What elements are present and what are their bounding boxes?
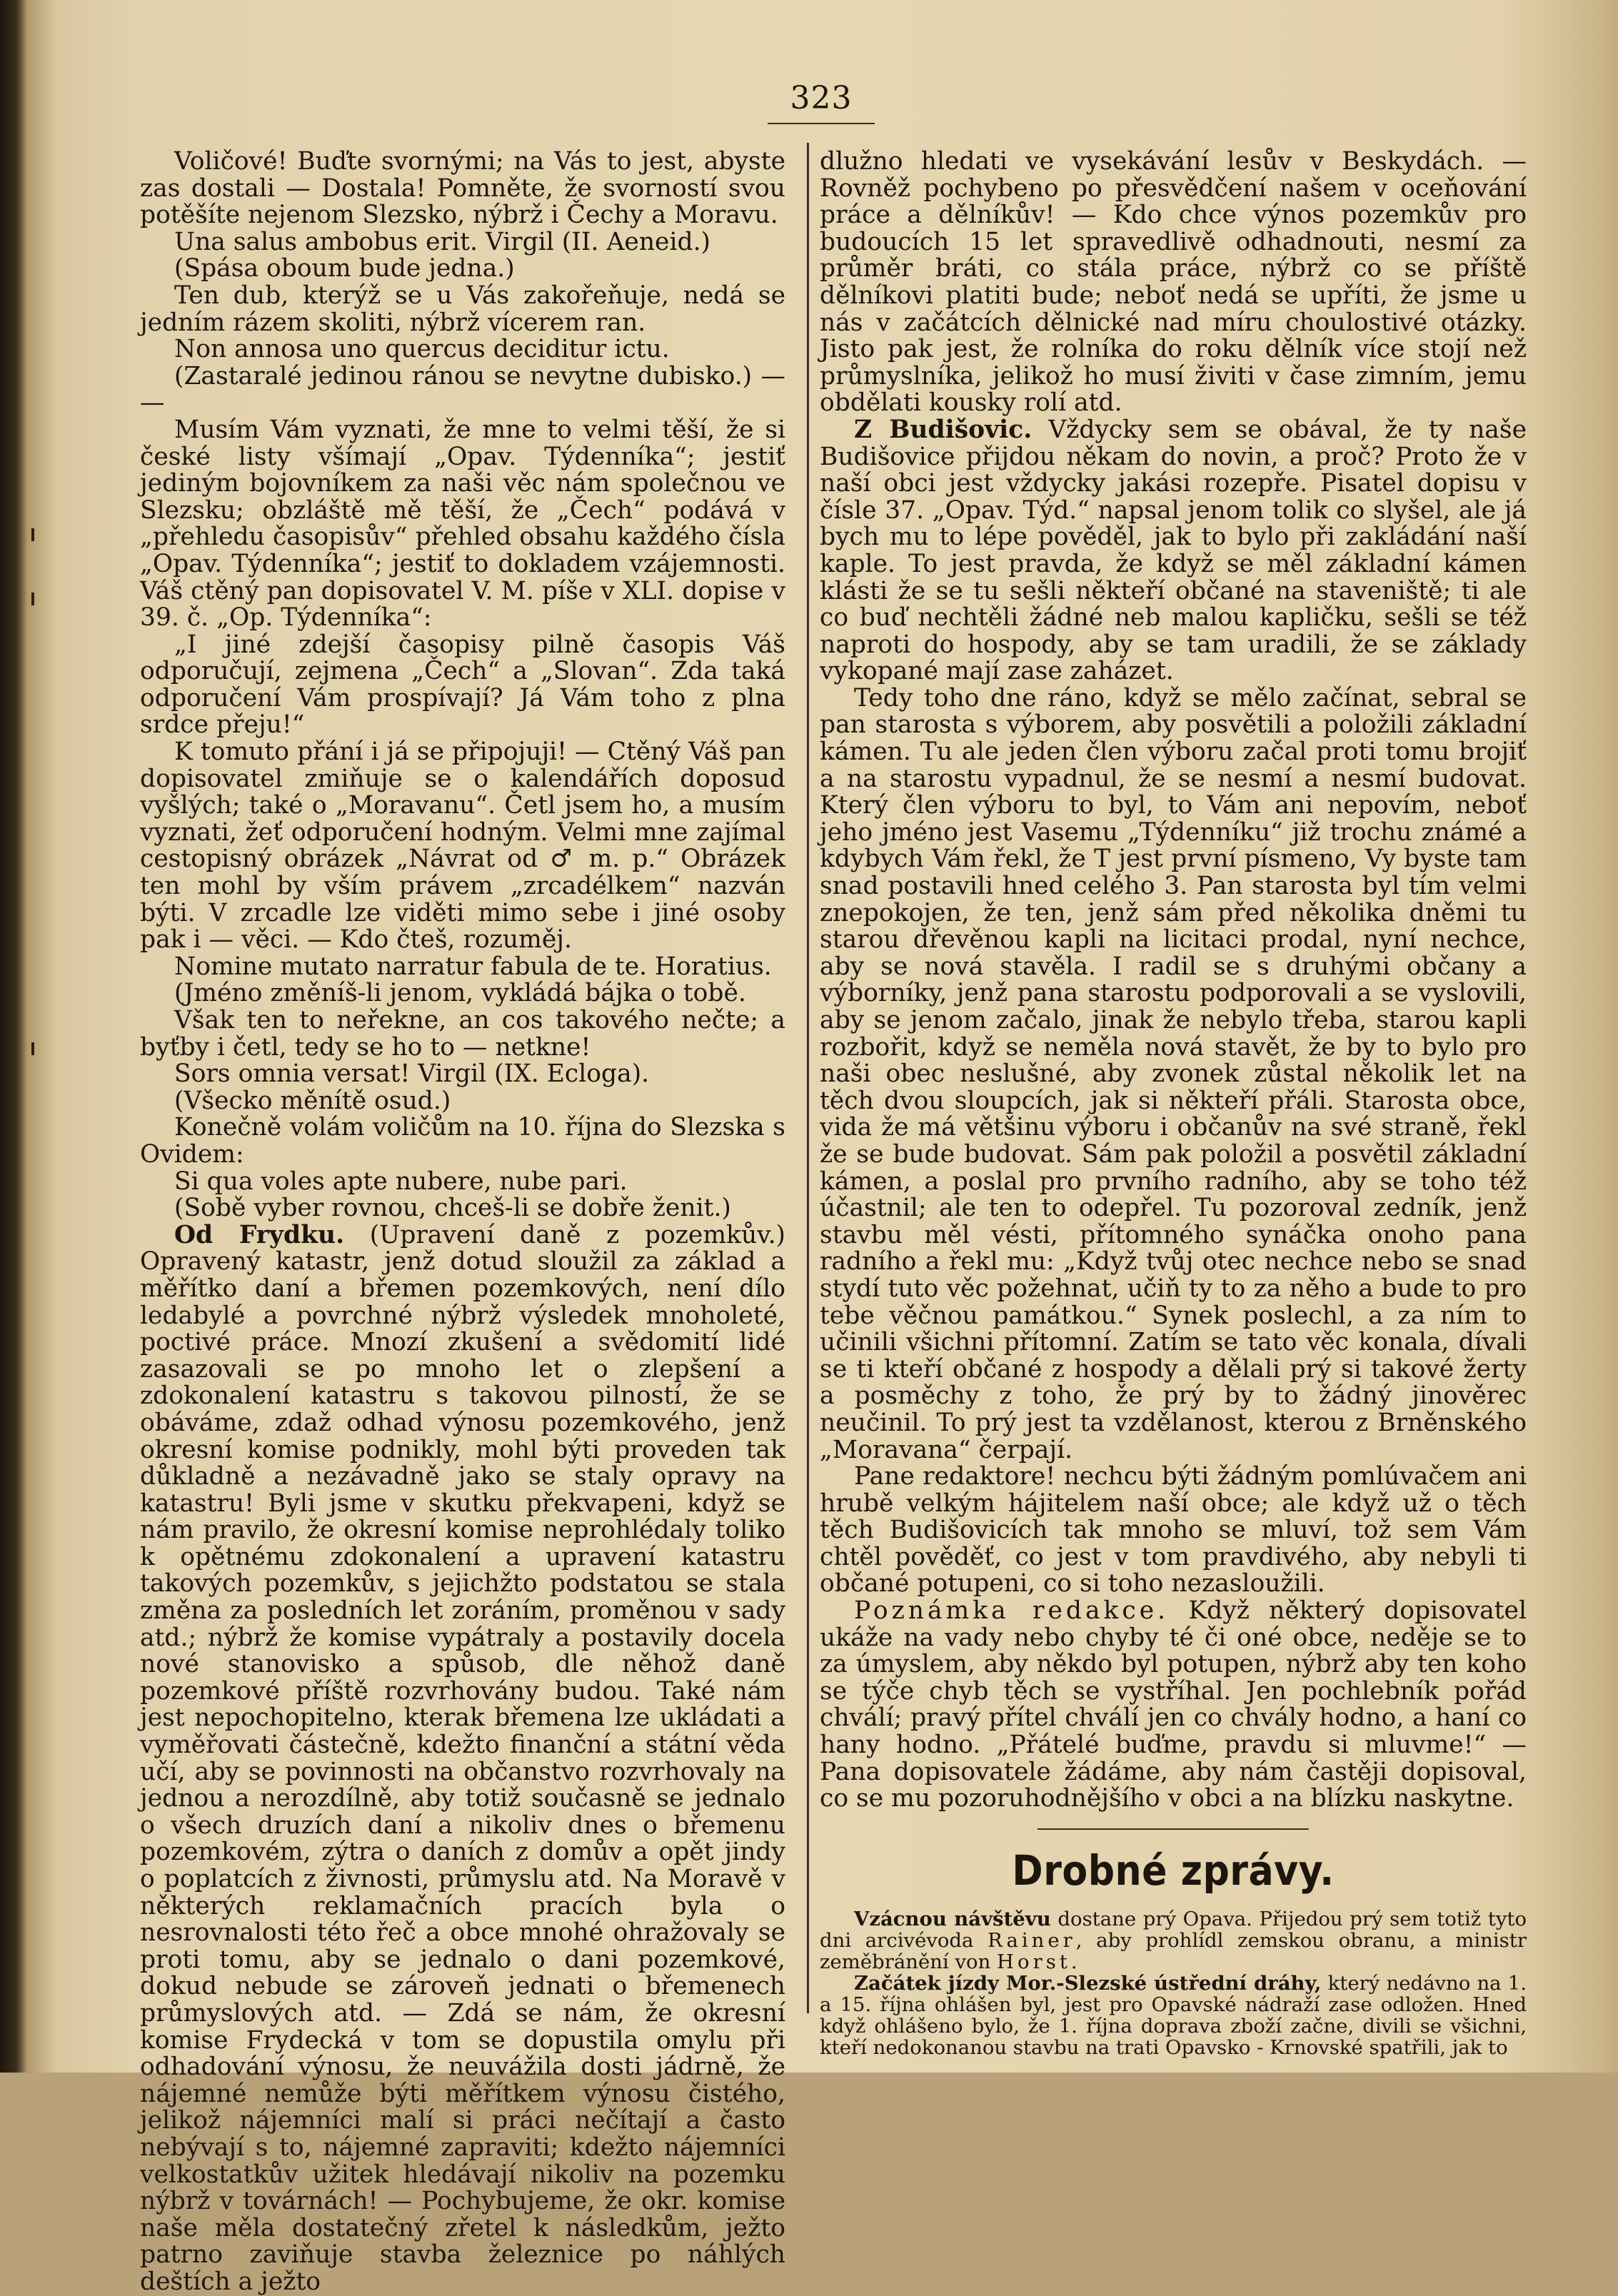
paragraph: Však ten to neřekne, an cos takového nečte; a byťby i četl, tedy se ho to — netkne!: [140, 1006, 785, 1062]
note-label: Poznámka redakce.: [854, 1596, 1170, 1626]
quote: „I jiné zdejší časopisy pilně časopis Váš odporučují, zejmena „Čech“ a „Slovan“. Zda taká odporučení Vám prospívají? Já Vám toho z plna srdce přeju!“: [140, 630, 785, 740]
article-heading: Od Frydku.: [174, 1220, 345, 1249]
latin-quote: Nomine mutato narratur fabula de te. Horatius.: [174, 952, 772, 981]
paragraph: Ten dub, kterýž se u Vás zakořeňuje, nedá se jedním rázem skoliti, nýbrž vícerem ran.: [140, 281, 785, 337]
news-heading: Vzácnou návštěvu: [854, 1907, 1051, 1930]
editor-note: [820, 1598, 1527, 1813]
page-number: 323: [790, 80, 853, 116]
news-text: .: [1070, 1950, 1077, 1973]
column-divider: [807, 143, 809, 2013]
book-binding: [0, 0, 27, 2073]
article-continuation: dlužno hledati ve vysekávání lesův v Beskydách. — Rovněž pochybeno po přesvědčení našem v oceňování práce a dělníkův! — Kdo chce výnos pozemkův pro budoucích 15 let spravedlivě odhadnouti, nesmí za průměr bráti, co stála práce, nýbrž co se příště dělníkovi platiti bude; neboť nedá se upříti, že jsme u nás v začátcích dělnické nad míru choulostivé otázky. Jisto pak jest, že rolníka do roku dělník více stojí než průmyslníka, jelikož ho musí živiti v čase zimním, jemu obdělati kousky rolí atd.: [820, 147, 1527, 418]
news-text: dostane prý Opava. Přijedou prý sem totiž tyto dni arcivévoda: [820, 1907, 1527, 1952]
person-name: Rainer: [988, 1928, 1076, 1952]
news-text: který nedávno na 1. a 15. října ohlášen byl, jest pro Opavské nádraží zase odložen. Hned když ohlášeno bylo, že 1. října doprava zboží začne, divili se všichni, kteří nedokonanou stavbu na trati Opavsko - Krnovské spatřili, jak to: [820, 1971, 1527, 2059]
paragraph: K tomuto přání i já se připojuji! — Ctěný Váš pan dopisovatel zmiňuje se o kalendářích doposud vyšlých; také o „Moravanu“. Četl jsem ho, a musím vyznati, žeť odporučení hodným. Velmi mne zajímal cestopisný obrázek „Návrat od ♂ m. p.“ Obrázek ten mohl by vším právem „zrcadélkem“ nazván býti. V zrcadle lze viděti mimo sebe i jiné osoby pak i — věci. — Kdo čteš, rozuměj.: [140, 737, 785, 955]
person-name: Horst: [997, 1950, 1071, 1973]
latin-quote: Una salus ambobus erit. Virgil (II. Aeneid.): [174, 227, 710, 256]
news-item: [820, 1973, 1527, 2058]
paragraph: Musím Vám vyznati, že mne to velmi těší, že si české listy všímají „Opav. Týdenníka“; jestiť jediným bojovníkem za naši věc nám společnou ve Slezsku; obzláště mě těší, že „Čech“ podává v „přehledu časopisův“ přehled obsahu každého čísla „Opav. Týdenníka“; jestiť to dokladem vzájemnosti. Váš ctěný pan dopisovatel V. M. píše v XLI. dopise v 39. č. „Op. Týdenníka“:: [140, 415, 785, 633]
translation: (Jméno změníš-li jenom, vykládá bájka o tobě.: [174, 979, 746, 1008]
translation: (Spása oboum bude jedna.): [174, 254, 515, 283]
translation: (Všecko měnítě osud.): [174, 1086, 451, 1115]
news-item: [820, 1908, 1527, 1973]
article-heading: Z Budišovic.: [854, 415, 1032, 444]
paragraph: Konečně volám voličům na 10. října do Slezska s Ovidem:: [140, 1113, 785, 1169]
latin-quote: Non annosa uno quercus deciditur ictu.: [174, 335, 670, 364]
latin-quote: Si qua voles apte nubere, nube pari.: [174, 1167, 628, 1196]
paragraph: Pane redaktore! nechcu býti žádným pomlúvačem ani hrubě velkým hájitelem naší obce; ale když už o těch těch Budišovicích tak mnoho se mluví, tož sem Vám chtěl pověděť, co jest v tom pravdivého, aby nebyli ti občané potupeni, co si toho nezasloužili.: [820, 1462, 1527, 1598]
news-text: , aby prohlídl zemskou obranu, a ministr zeměbránění von: [820, 1928, 1527, 1973]
left-column: [140, 148, 785, 2296]
article-text: Vždycky sem se obával, že ty naše Budišovice přijdou někam do novin, a proč? Proto že v naší obci jest vždycky jakási rozepře. Pisatel dopisu v čísle 37. „Opav. Týd.“ napsal jenom tolik co slyšel, ale já bych mu to lépe pověděl, jak to bylo při zakládání naší kaple. To jest pravda, že když se měl základní kámen klásti že se tu sešli někteří občané na staveniště; ti ale co buď nechtěli žádné neb malou kapličku, sešli se též naproti do hospody, aby se tam uradili, že se základy vykopané mají zase zaházet.: [820, 415, 1527, 686]
margin-mark: [31, 1042, 34, 1055]
section-rule: [820, 1828, 1527, 1833]
translation: (Zastaralé jedinou ránou se nevytne dubisko.) — —: [140, 361, 785, 418]
margin-mark: [31, 593, 34, 605]
article-frydek: [140, 1222, 785, 2296]
header-rule: [768, 123, 875, 124]
paragraph: Voličové! Buďte svornými; na Vás to jest, abyste zas dostali — Dostala! Pomněte, že svorností svou potěšíte nejenom Slezsko, nýbrž i Čechy a Moravu.: [140, 147, 785, 230]
section-title: Drobné zprávy.: [1012, 1846, 1335, 1895]
margin-mark: [31, 528, 34, 541]
latin-quote: Sors omnia versat! Virgil (IX. Ecloga).: [174, 1059, 650, 1089]
news-heading: Začátek jízdy Mor.-Slezské ústřední dráhy,: [854, 1971, 1322, 1995]
note-text: Když některý dopisovatel ukáže na vady nebo chyby té či oné obce, neděje se to za úmyslem, aby někdo byl potupen, nýbrž aby ten koho se týče chyb těch se vystříhal. Jen pochlebník pořád chválí; pravý přítel chválí jen co chvály hodno, a haní co hany hodno. „Přátelé buďme, pravdu si mluvme!“ — Pana dopisovatele žádáme, aby nám častěji dopisoval, co se mu pozoruhodnějšího v obci a na blízku naskytne.: [820, 1596, 1527, 1813]
article-budisovice: [820, 417, 1527, 685]
paragraph: Tedy toho dne ráno, když se mělo začínat, sebral se pan starosta s výborem, aby posvětili a položili základní kámen. Tu ale jeden člen výboru začal proti tomu brojiť a na starostu vypadnul, že se nesmí a nesmí budovat. Který člen výboru to byl, to Vám ani nepovím, neboť jeho jméno jest Vasemu „Týdenníku“ již trochu známé a kdybych Vám řekl, že T jest první písmeno, Vy byste tam snad postavili hned celého 3. Pan starosta byl tím velmi znepokojen, že ten, jenž sám před několika dněmi tu starou dřevěnou kapli na licitaci prodal, nyní nechce, aby se nová stavěla. I radil se s druhými občany a výborníky, jenž pana starostu podporovali a se vyslovili, aby se jenom začalo, jinak že nebylo třeba, starou kapli rozbořit, když se neměla nová stavět, že by to bylo pro naši obec neslušné, aby zvonek zůstal několik let na těch dvou sloupcích, jak si někteří přáli. Starosta obce, vida že má většinu výboru i občanův na své straně, řekl že se bude budovat. Sám pak položil a posvětil základní kámen, a poslal pro prvního radního, aby se toho též účastnil; ale ten to odepřel. Tu pozoroval zedník, jenž stavbu měl vésti, přítomného synáčka onoho pana radního a řekl mu: „Když tvůj otec nechce nebo se snad stydí tuto věc požehnat, učiň ty to za něho a bude to pro tebe věčnou památkou.“ Synek poslechl, a za ním to učinili všichni přítomní. Zatím se tato věc konala, dívali se ti kteří občané z hospody a dělali prý si takové žerty a posměchy z toho, že prý by to žádný jinověrec neučinil. To prý jest ta vzdělanost, kterou z Brněnského „Moravana“ čerpají.: [820, 683, 1527, 1464]
right-column: [820, 148, 1527, 2058]
article-text: (Upravení daně z pozemkův.) Opravený katastr, jenž dotud sloužil za základ a měřítko daní a břemen pozemkových, není dílo ledabylé a povrchné nýbrž výsledek mnoholeté, poctivé práce. Mnozí zkušení a svědomití lidé zasazovali se po mnoho let o zlepšení a zdokonalení katastru s takovou pilností, že se obáváme, zdaž odhad výnosu pozemkového, jenž okresní komise podnikly, mohl býti proveden tak důkladně a nezávadně jako se staly opravy na katastru! Byli jsme v skutku překvapeni, když se nám pravilo, že okresní komise neprohlédaly toliko k opětnému zdokonalení a upravení katastru takových pozemkův, s jejichžto podstatou se stala změna za posledních let zoráním, proměnou v sady atd.; nýbrž že komise vypátraly a postavily docela nové stanovisko a spůsob, dle něhož daně pozemkové příště rozvrhovány budou. Také nám jest nepochopitelno, kterak břemena lze ukládati a vyměřovati částečně, kdežto finanční a státní věda učí, aby se povinnosti na občanstvo rozvrhovaly na jednou a nerozdílně, aby totiž současně se jednalo o všech druzích daní a nikoliv dnes o břemenu pozemkovém, zýtra o daních z domův a opět jindy o poplatcích z živnosti, průmyslu atd. Na Moravě v některých reklamačních pracích byla o nesrovnalosti této řeč a obce mnohé ohražovaly se proti tomu, aby se jednalo o dani pozemkové, dokud nebude se zároveň jednati o břemenech průmyslových atd. — Zdá se nám, že okresní komise Frydecká v tom se dopustila omylu při odhadování výnosu, že neuvážila dosti jádrně, že nájemné nemůže býti měřítkem výnosu čistého, jelikož nájemníci malí si práci nečítají a často nebývají s to, nájemné zapraviti; kdežto nájemníci velkostatkův užitek hledávají nikoliv na pozemku nýbrž v továrnách! — Pochybujeme, že okr. komise naše měla dostatečný zřetel k následkům, ježto patrno zaviňuje stavba železnice po náhlých deštích a ježto: [140, 1220, 785, 2296]
translation: (Sobě vyber rovnou, chceš-li se dobře ženit.): [174, 1194, 731, 1223]
